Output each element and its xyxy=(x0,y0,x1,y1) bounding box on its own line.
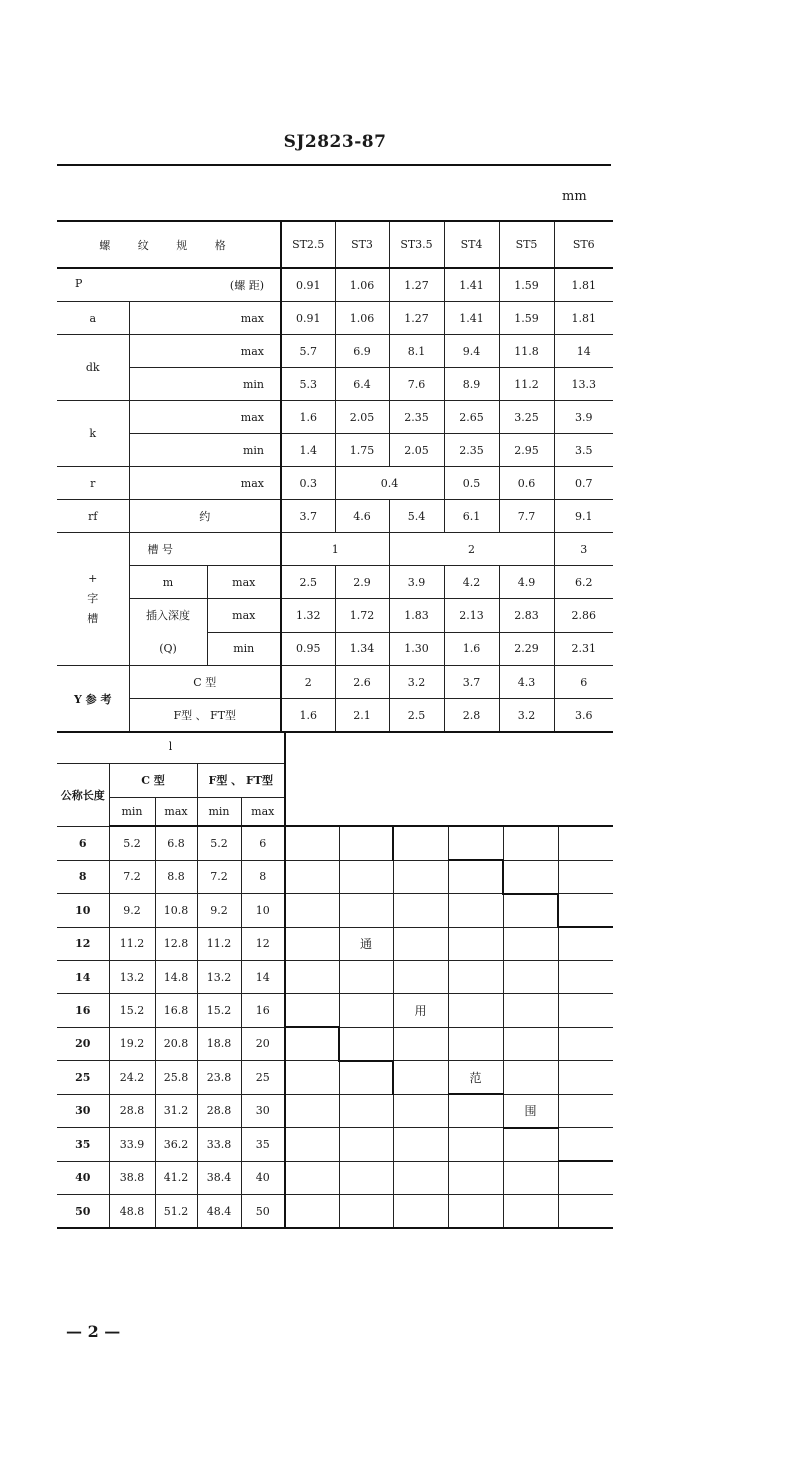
nominal-length-cell: 14 xyxy=(57,961,109,994)
length-cell: 48.4 xyxy=(197,1195,241,1229)
range-label: 围 xyxy=(503,1094,558,1128)
y-f-label: F型 、 FT型 xyxy=(129,699,281,733)
page-number: — 2 — xyxy=(66,1322,121,1341)
cell: 2.1 xyxy=(335,699,389,733)
range-cell xyxy=(558,994,613,1028)
cell: 11.8 xyxy=(499,335,554,368)
length-cell: 10 xyxy=(241,894,285,928)
range-cell xyxy=(503,1128,558,1162)
length-cell: 13.2 xyxy=(197,961,241,994)
range-cell xyxy=(339,1128,393,1162)
length-cell: 31.2 xyxy=(155,1094,197,1128)
cell: 7.7 xyxy=(499,500,554,533)
cell: 0.91 xyxy=(281,268,335,302)
length-cell: 6 xyxy=(241,826,285,860)
length-cell: 12.8 xyxy=(155,927,197,961)
row-m xyxy=(57,566,613,599)
q-label xyxy=(129,599,207,666)
range-cell xyxy=(285,1128,339,1162)
cell: 7.6 xyxy=(389,368,444,401)
cross-label-line: 字 xyxy=(87,592,99,605)
cell: 4.9 xyxy=(499,566,554,599)
range-cell xyxy=(503,1195,558,1229)
length-cell: 7.2 xyxy=(197,860,241,894)
cell: 4.6 xyxy=(335,500,389,533)
length-cell: 20.8 xyxy=(155,1027,197,1061)
cell: 2.86 xyxy=(554,599,613,633)
range-cell xyxy=(285,860,339,894)
range-cell xyxy=(448,1161,503,1195)
range-cell xyxy=(558,826,613,860)
length-cell: 5.2 xyxy=(109,826,155,860)
nominal-length-cell: 35 xyxy=(57,1128,109,1162)
cell: 6 xyxy=(554,666,613,699)
row-slot-no xyxy=(57,533,613,566)
range-cell xyxy=(285,1027,339,1061)
range-cell xyxy=(503,1061,558,1095)
cell: 1.81 xyxy=(554,268,613,302)
cell: 1.59 xyxy=(499,302,554,335)
cell: 1.4 xyxy=(281,434,335,467)
cell: 0.5 xyxy=(444,467,499,500)
range-cell xyxy=(448,1195,503,1229)
length-cell: 7.2 xyxy=(109,860,155,894)
length-cell: 25 xyxy=(241,1061,285,1095)
range-cell xyxy=(448,826,503,860)
range-cell xyxy=(339,994,393,1028)
range-cell xyxy=(285,894,339,928)
range-cell xyxy=(558,1061,613,1095)
length-cell: 15.2 xyxy=(109,994,155,1028)
row-dk-max-note: max xyxy=(129,335,281,368)
row-dk-min xyxy=(57,368,613,401)
range-cell xyxy=(339,826,393,860)
length-row xyxy=(57,1061,613,1095)
row-label-r: r xyxy=(57,467,129,500)
cell: 2.13 xyxy=(444,599,499,633)
length-cell: 33.9 xyxy=(109,1128,155,1162)
cell: 1.6 xyxy=(281,699,335,733)
cell: 8.9 xyxy=(444,368,499,401)
row-r xyxy=(57,467,613,500)
cell: 5.7 xyxy=(281,335,335,368)
cell: 3 xyxy=(554,533,613,566)
length-row xyxy=(57,1128,613,1162)
nominal-length-cell: 30 xyxy=(57,1094,109,1128)
range-cell xyxy=(339,1195,393,1229)
y-c-label: C 型 xyxy=(129,666,281,699)
range-cell xyxy=(448,860,503,894)
range-cell xyxy=(393,1161,448,1195)
q-max-note: max xyxy=(207,599,281,633)
length-cell: 36.2 xyxy=(155,1128,197,1162)
row-dk-min-note: min xyxy=(129,368,281,401)
row-k-max xyxy=(57,401,613,434)
length-cell: 16.8 xyxy=(155,994,197,1028)
nominal-length-cell: 10 xyxy=(57,894,109,928)
cell: 9.1 xyxy=(554,500,613,533)
cell: 2.29 xyxy=(499,632,554,666)
cell: 2.5 xyxy=(389,699,444,733)
length-cell: 8 xyxy=(241,860,285,894)
cell: 3.9 xyxy=(554,401,613,434)
length-cell: 23.8 xyxy=(197,1061,241,1095)
cell: 2.5 xyxy=(281,566,335,599)
length-rows xyxy=(57,826,613,1228)
length-row xyxy=(57,927,613,961)
length-cell: 5.2 xyxy=(197,826,241,860)
range-cell xyxy=(558,1128,613,1162)
length-row xyxy=(57,1027,613,1061)
row-label-y: Y 参 考 xyxy=(57,666,129,733)
row-k-min-note: min xyxy=(129,434,281,467)
range-cell xyxy=(558,1027,613,1061)
length-cell: 33.8 xyxy=(197,1128,241,1162)
cell: 2.9 xyxy=(335,566,389,599)
cell: 1.41 xyxy=(444,302,499,335)
range-cell xyxy=(285,1195,339,1229)
cell: 4.3 xyxy=(499,666,554,699)
cell: 3.7 xyxy=(281,500,335,533)
cell: 6.4 xyxy=(335,368,389,401)
range-cell xyxy=(558,1094,613,1128)
range-cell xyxy=(339,1094,393,1128)
range-label: 范 xyxy=(448,1061,503,1095)
length-cell: 48.8 xyxy=(109,1195,155,1229)
document-title: SJ2823-87 xyxy=(283,132,387,152)
cell: 2.05 xyxy=(389,434,444,467)
cell: 2.31 xyxy=(554,632,613,666)
cell: 1.06 xyxy=(335,268,389,302)
range-cell xyxy=(339,894,393,928)
range-cell xyxy=(285,994,339,1028)
cell: 3.9 xyxy=(389,566,444,599)
range-cell xyxy=(285,927,339,961)
cell: 0.91 xyxy=(281,302,335,335)
row-rf-note: 约 xyxy=(129,500,281,533)
spec-table xyxy=(57,220,613,733)
length-cell: 12 xyxy=(241,927,285,961)
min-header: min xyxy=(197,797,241,826)
max-header: max xyxy=(155,797,197,826)
range-cell xyxy=(393,1128,448,1162)
thread-spec-header: 螺 纹 规 格 xyxy=(57,221,281,268)
length-row xyxy=(57,1195,613,1229)
cell: 2.8 xyxy=(444,699,499,733)
cell: 3.5 xyxy=(554,434,613,467)
cell: 2.83 xyxy=(499,599,554,633)
row-a-note: max xyxy=(129,302,281,335)
top-rule xyxy=(57,164,611,166)
cell: 6.9 xyxy=(335,335,389,368)
row-k-min xyxy=(57,434,613,467)
cell: 1.27 xyxy=(389,302,444,335)
cell: 2 xyxy=(281,666,335,699)
cell: 2.35 xyxy=(444,434,499,467)
length-cell: 9.2 xyxy=(197,894,241,928)
range-cell xyxy=(503,1161,558,1195)
length-cell: 14.8 xyxy=(155,961,197,994)
length-cell: 8.8 xyxy=(155,860,197,894)
cell: 3.2 xyxy=(389,666,444,699)
length-row xyxy=(57,994,613,1028)
nominal-length-header: 公称长度 xyxy=(57,763,109,826)
l-header: l xyxy=(57,731,285,763)
range-label: 通 xyxy=(339,927,393,961)
range-cell xyxy=(393,894,448,928)
range-cell xyxy=(393,1061,448,1095)
min-header: min xyxy=(109,797,155,826)
range-cell xyxy=(558,1161,613,1195)
q-min-note: min xyxy=(207,632,281,666)
length-row xyxy=(57,860,613,894)
cell: 1.41 xyxy=(444,268,499,302)
row-label-p xyxy=(57,268,281,302)
cell: 3.2 xyxy=(499,699,554,733)
nominal-length-cell: 20 xyxy=(57,1027,109,1061)
max-header: max xyxy=(241,797,285,826)
nominal-length-cell: 6 xyxy=(57,826,109,860)
range-label: 用 xyxy=(393,994,448,1028)
cell: 4.2 xyxy=(444,566,499,599)
cell: 0.4 xyxy=(335,467,444,500)
cell: 0.3 xyxy=(281,467,335,500)
cell: 2.05 xyxy=(335,401,389,434)
length-cell: 16 xyxy=(241,994,285,1028)
cell: 1 xyxy=(281,533,389,566)
range-cell xyxy=(448,1128,503,1162)
length-cell: 10.8 xyxy=(155,894,197,928)
spec-header-row xyxy=(57,221,613,268)
row-dk-max xyxy=(57,335,613,368)
nominal-length-cell: 16 xyxy=(57,994,109,1028)
nominal-length-cell: 12 xyxy=(57,927,109,961)
range-cell xyxy=(558,860,613,894)
q-label-line: 插入深度 xyxy=(146,609,190,622)
row-label-dk: dk xyxy=(57,335,129,401)
length-cell: 38.4 xyxy=(197,1161,241,1195)
row-label-cross-slot xyxy=(57,533,129,666)
size-header: ST5 xyxy=(499,221,554,268)
c-type-header: C 型 xyxy=(109,763,197,797)
length-table xyxy=(57,731,613,1229)
cell: 5.4 xyxy=(389,500,444,533)
range-cell xyxy=(393,927,448,961)
length-cell: 13.2 xyxy=(109,961,155,994)
size-header: ST6 xyxy=(554,221,613,268)
range-cell xyxy=(285,1094,339,1128)
cell: 6.1 xyxy=(444,500,499,533)
range-cell xyxy=(503,961,558,994)
length-cell: 51.2 xyxy=(155,1195,197,1229)
cell: 5.3 xyxy=(281,368,335,401)
cell: 1.75 xyxy=(335,434,389,467)
cell: 2 xyxy=(389,533,554,566)
range-cell xyxy=(558,1195,613,1229)
range-cell xyxy=(448,1094,503,1128)
length-cell: 18.8 xyxy=(197,1027,241,1061)
cell: 1.81 xyxy=(554,302,613,335)
size-header: ST3 xyxy=(335,221,389,268)
length-row xyxy=(57,826,613,860)
length-cell: 50 xyxy=(241,1195,285,1229)
cross-label-line: + xyxy=(88,572,98,585)
range-cell xyxy=(558,927,613,961)
cell: 1.30 xyxy=(389,632,444,666)
cell: 1.32 xyxy=(281,599,335,633)
range-cell xyxy=(503,826,558,860)
cell: 2.95 xyxy=(499,434,554,467)
length-cell: 11.2 xyxy=(109,927,155,961)
row-p xyxy=(57,268,613,302)
range-cell xyxy=(448,1027,503,1061)
length-cell: 14 xyxy=(241,961,285,994)
nominal-length-cell: 8 xyxy=(57,860,109,894)
range-cell xyxy=(339,1027,393,1061)
range-cell xyxy=(393,1094,448,1128)
length-header-row-1 xyxy=(57,731,613,763)
row-a xyxy=(57,302,613,335)
length-header-blank xyxy=(285,731,613,826)
length-cell: 15.2 xyxy=(197,994,241,1028)
row-k-max-note: max xyxy=(129,401,281,434)
row-y-f xyxy=(57,699,613,733)
range-cell xyxy=(339,961,393,994)
cell: 2.6 xyxy=(335,666,389,699)
length-cell: 19.2 xyxy=(109,1027,155,1061)
length-row xyxy=(57,961,613,994)
row-label-a: a xyxy=(57,302,129,335)
size-header: ST4 xyxy=(444,221,499,268)
range-cell xyxy=(503,927,558,961)
cell: 3.7 xyxy=(444,666,499,699)
range-cell xyxy=(448,894,503,928)
range-cell xyxy=(558,961,613,994)
range-cell xyxy=(503,860,558,894)
row-rf xyxy=(57,500,613,533)
range-cell xyxy=(393,961,448,994)
row-label-k: k xyxy=(57,401,129,467)
range-cell xyxy=(503,994,558,1028)
range-cell xyxy=(448,961,503,994)
cell: 6.2 xyxy=(554,566,613,599)
cell: 8.1 xyxy=(389,335,444,368)
q-label-line: (Q) xyxy=(159,642,177,655)
length-row xyxy=(57,1161,613,1195)
length-cell: 24.2 xyxy=(109,1061,155,1095)
f-type-header: F型 、 FT型 xyxy=(197,763,285,797)
length-cell: 11.2 xyxy=(197,927,241,961)
cell: 14 xyxy=(554,335,613,368)
row-label-rf: rf xyxy=(57,500,129,533)
range-cell xyxy=(558,894,613,928)
unit-label: mm xyxy=(562,189,587,204)
cross-label-line: 槽 xyxy=(87,612,99,625)
m-label: m xyxy=(129,566,207,599)
cell: 1.72 xyxy=(335,599,389,633)
nominal-length-cell: 25 xyxy=(57,1061,109,1095)
row-p-note: (螺 距) xyxy=(229,279,264,292)
cell: 1.06 xyxy=(335,302,389,335)
range-cell xyxy=(285,961,339,994)
cell: 0.95 xyxy=(281,632,335,666)
length-cell: 38.8 xyxy=(109,1161,155,1195)
length-row xyxy=(57,894,613,928)
cell: 1.59 xyxy=(499,268,554,302)
cell: 0.7 xyxy=(554,467,613,500)
cell: 13.3 xyxy=(554,368,613,401)
length-cell: 28.8 xyxy=(197,1094,241,1128)
length-cell: 30 xyxy=(241,1094,285,1128)
range-cell xyxy=(503,894,558,928)
range-cell xyxy=(285,1161,339,1195)
length-cell: 20 xyxy=(241,1027,285,1061)
cell: 2.35 xyxy=(389,401,444,434)
length-cell: 6.8 xyxy=(155,826,197,860)
cell: 0.6 xyxy=(499,467,554,500)
row-y-c xyxy=(57,666,613,699)
nominal-length-cell: 40 xyxy=(57,1161,109,1195)
length-cell: 35 xyxy=(241,1128,285,1162)
length-cell: 40 xyxy=(241,1161,285,1195)
cell: 3.6 xyxy=(554,699,613,733)
cell: 2.65 xyxy=(444,401,499,434)
cell: 1.6 xyxy=(444,632,499,666)
row-q-max xyxy=(57,599,613,633)
range-cell xyxy=(448,927,503,961)
cell: 1.27 xyxy=(389,268,444,302)
range-cell xyxy=(448,994,503,1028)
cell: 9.4 xyxy=(444,335,499,368)
range-cell xyxy=(339,1061,393,1095)
size-header: ST2.5 xyxy=(281,221,335,268)
nominal-length-cell: 50 xyxy=(57,1195,109,1229)
range-cell xyxy=(393,860,448,894)
cell: 1.83 xyxy=(389,599,444,633)
range-cell xyxy=(393,826,448,860)
length-row xyxy=(57,1094,613,1128)
row-p-symbol: P xyxy=(75,277,83,290)
cell: 3.25 xyxy=(499,401,554,434)
row-r-note: max xyxy=(129,467,281,500)
range-cell xyxy=(393,1195,448,1229)
range-cell xyxy=(503,1027,558,1061)
range-cell xyxy=(285,1061,339,1095)
cell: 1.34 xyxy=(335,632,389,666)
slot-no-label: 槽 号 xyxy=(129,533,281,566)
length-cell: 28.8 xyxy=(109,1094,155,1128)
cell: 11.2 xyxy=(499,368,554,401)
range-cell xyxy=(339,1161,393,1195)
range-cell xyxy=(393,1027,448,1061)
m-note: max xyxy=(207,566,281,599)
size-header: ST3.5 xyxy=(389,221,444,268)
length-cell: 9.2 xyxy=(109,894,155,928)
length-cell: 25.8 xyxy=(155,1061,197,1095)
range-cell xyxy=(285,826,339,860)
range-cell xyxy=(339,860,393,894)
cell: 1.6 xyxy=(281,401,335,434)
length-cell: 41.2 xyxy=(155,1161,197,1195)
